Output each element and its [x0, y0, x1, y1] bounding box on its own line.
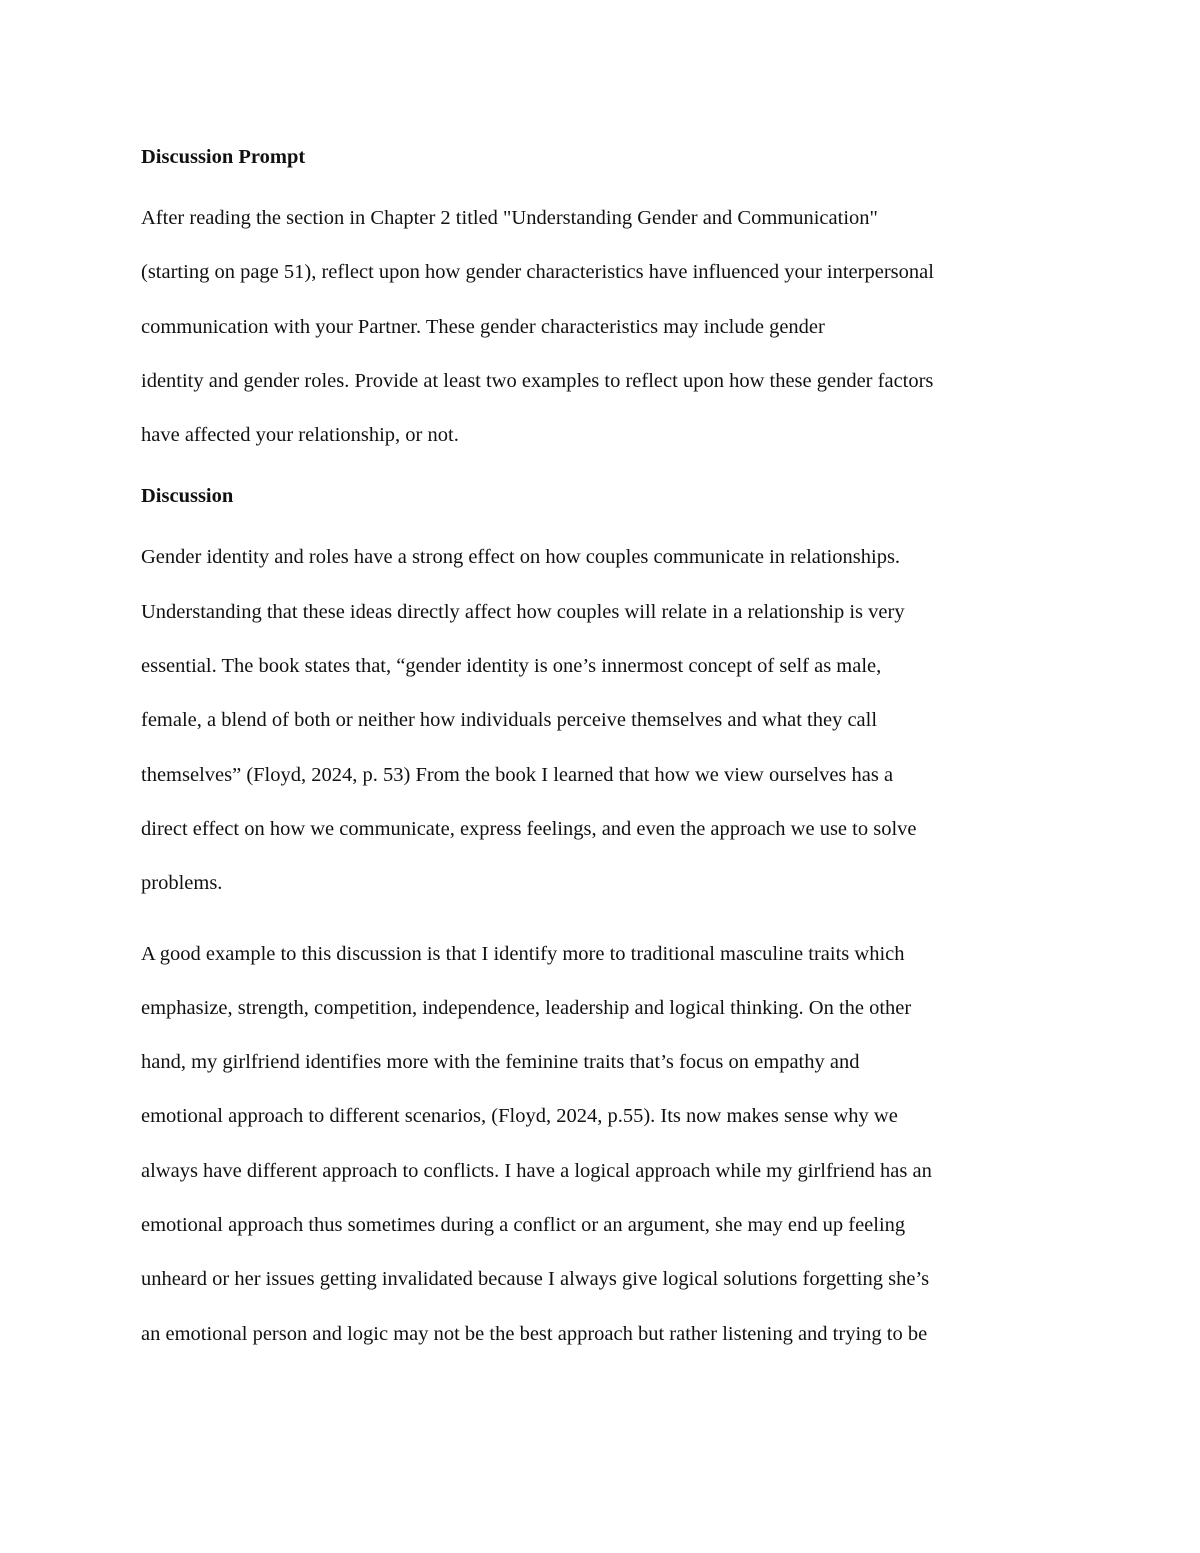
document-body [141, 139, 1061, 1361]
paragraph-line: unheard or her issues getting invalidated because I always give logical solutions forgetting she’s [141, 1268, 930, 1291]
paragraph-line: A good example to this discussion is that I identify more to traditional masculine traits which [141, 942, 905, 965]
discussion-paragraph-2 [141, 927, 1061, 1361]
prompt-line: have affected your relationship, or not. [141, 424, 459, 447]
discussion-paragraph-1 [141, 530, 1061, 910]
paragraph-line: direct effect on how we communicate, express feelings, and even the approach we use to solve [141, 817, 917, 840]
prompt-paragraph [141, 191, 1061, 462]
paragraph-line: Gender identity and roles have a strong effect on how couples communicate in relationships. [141, 546, 901, 569]
paragraph-line: themselves” (Floyd, 2024, p. 53) From the book I learned that how we view ourselves has a [141, 763, 894, 786]
paragraph-line: problems. [141, 872, 223, 895]
prompt-line: (starting on page 51), reflect upon how gender characteristics have influenced your interpersonal [141, 261, 934, 284]
prompt-heading: Discussion Prompt [141, 146, 306, 168]
paragraph-line: female, a blend of both or neither how individuals perceive themselves and what they call [141, 709, 878, 732]
paragraph-line: an emotional person and logic may not be the best approach but rather listening and trying to be [141, 1322, 928, 1345]
prompt-line: communication with your Partner. These gender characteristics may include gender [141, 315, 825, 338]
paragraph-line: always have different approach to conflicts. I have a logical approach while my girlfriend has an [141, 1159, 932, 1182]
prompt-line: identity and gender roles. Provide at least two examples to reflect upon how these gender factors [141, 369, 934, 392]
paragraph-line: emphasize, strength, competition, independence, leadership and logical thinking. On the other [141, 996, 912, 1019]
discussion-heading: Discussion [141, 485, 234, 508]
paragraph-line: essential. The book states that, “gender identity is one’s innermost concept of self as male, [141, 655, 882, 678]
paragraph-line: Understanding that these ideas directly affect how couples will relate in a relationship is very [141, 600, 905, 623]
paragraph-line: emotional approach to different scenarios, (Floyd, 2024, p.55). Its now makes sense why we [141, 1105, 898, 1128]
paragraph-line: emotional approach thus sometimes during a conflict or an argument, she may end up feeling [141, 1214, 906, 1237]
paragraph-line: hand, my girlfriend identifies more with the feminine traits that’s focus on empathy and [141, 1051, 860, 1074]
prompt-line: After reading the section in Chapter 2 titled "Understanding Gender and Communication" [141, 207, 878, 229]
